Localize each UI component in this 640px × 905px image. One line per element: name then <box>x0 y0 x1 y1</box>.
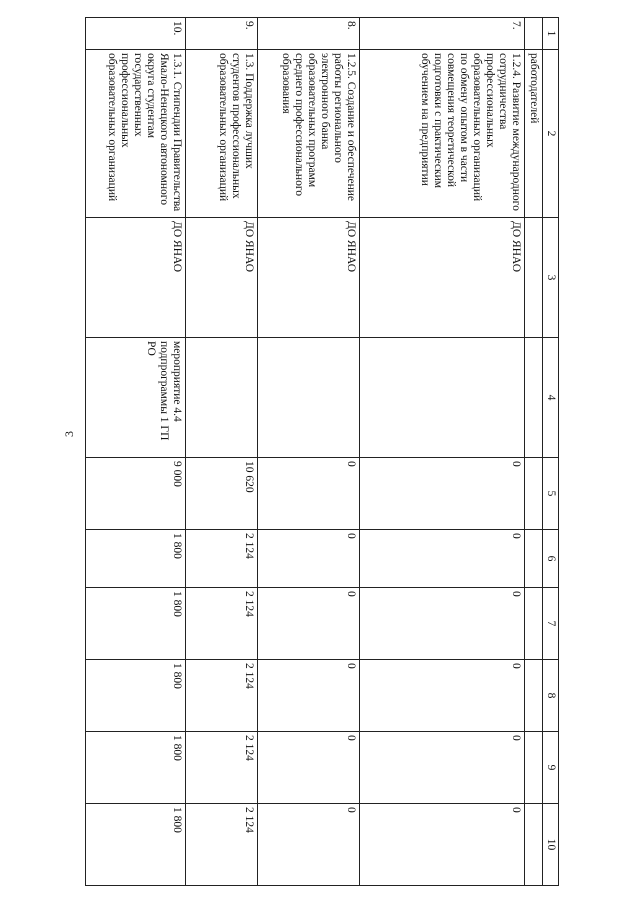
page-number: 3 <box>62 431 76 437</box>
continuation-text: работодателей <box>525 50 543 218</box>
value-year: 0 <box>258 530 360 588</box>
value-year: 2 124 <box>186 588 258 660</box>
reference <box>258 338 360 458</box>
value-year: 1 800 <box>86 530 186 588</box>
value-year: 0 <box>360 588 525 660</box>
value-year: 0 <box>258 660 360 732</box>
measure-name: 1.2.5. Создание и обеспечение работы регионального электронного банка образовательных программ среднего профессионального образования <box>258 50 360 218</box>
col-header: 6 <box>543 530 559 588</box>
value-year: 2 124 <box>186 660 258 732</box>
value-total: 0 <box>360 458 525 530</box>
header-row <box>543 18 559 886</box>
value-year: 0 <box>258 588 360 660</box>
table-row <box>86 18 186 886</box>
value-year: 0 <box>360 732 525 804</box>
executor: ДО ЯНАО <box>360 218 525 338</box>
value-year: 1 800 <box>86 732 186 804</box>
value-total: 10 620 <box>186 458 258 530</box>
value-year: 2 124 <box>186 530 258 588</box>
col-header: 2 <box>543 50 559 218</box>
executor: ДО ЯНАО <box>186 218 258 338</box>
value-year: 0 <box>258 804 360 886</box>
budget-table <box>85 17 559 886</box>
value-year: 1 800 <box>86 804 186 886</box>
table-row <box>360 18 525 886</box>
col-header: 8 <box>543 660 559 732</box>
executor: ДО ЯНАО <box>86 218 186 338</box>
col-header: 4 <box>543 338 559 458</box>
value-year: 0 <box>360 804 525 886</box>
row-number: 10. <box>86 18 186 50</box>
reference <box>186 338 258 458</box>
col-header: 10 <box>543 804 559 886</box>
row-number: 9. <box>186 18 258 50</box>
row-number: 8. <box>258 18 360 50</box>
executor: ДО ЯНАО <box>258 218 360 338</box>
value-year: 0 <box>360 530 525 588</box>
row-number: 7. <box>360 18 525 50</box>
value-total: 0 <box>258 458 360 530</box>
col-header: 7 <box>543 588 559 660</box>
reference <box>360 338 525 458</box>
reference: мероприятие 4.4 подпрограммы 1 ГП РО <box>86 338 186 458</box>
value-year: 1 800 <box>86 660 186 732</box>
value-year: 2 124 <box>186 732 258 804</box>
value-year: 0 <box>360 660 525 732</box>
value-year: 1 800 <box>86 588 186 660</box>
measure-name: 1.2.4. Развитие международного сотрудничества профессиональных образовательных организаций по обмену опытом в части совмещения теоретической подготовки с практическим обучением на предприятии <box>360 50 525 218</box>
continuation-row <box>525 18 543 886</box>
value-year: 0 <box>258 732 360 804</box>
measure-name: 1.3.1. Стипендии Правительства Ямало-Ненецкого автономного округа студентам государственных профессиональных образовательных организаций <box>86 50 186 218</box>
value-total: 9 000 <box>86 458 186 530</box>
value-year: 2 124 <box>186 804 258 886</box>
col-header: 5 <box>543 458 559 530</box>
table-row <box>258 18 360 886</box>
col-header: 3 <box>543 218 559 338</box>
col-header: 1 <box>543 18 559 50</box>
table-row <box>186 18 258 886</box>
measure-name: 1.3. Поддержка лучших студентов профессиональных образовательных организаций <box>186 50 258 218</box>
rotated-table-container <box>85 17 559 885</box>
col-header: 9 <box>543 732 559 804</box>
